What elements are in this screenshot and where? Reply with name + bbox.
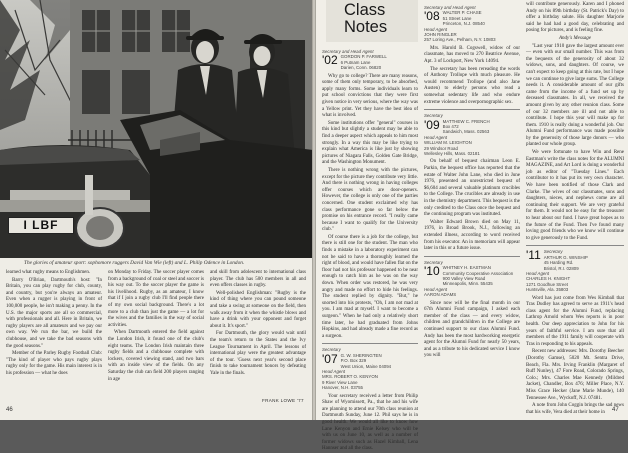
class-1910 xyxy=(424,260,520,298)
secretary-name: G. W. SHERINGTEN xyxy=(340,352,382,358)
secretary-name: GORDON P. FARWELL xyxy=(340,54,387,60)
paragraph: Barry O'Brian, Dartmouth's host: "In Britain, you can play rugby for club, county, and country, but you're always an amateur. Even when a rugger is playing in front of 100,000 people, he isn't making a penny. In the U.S. the major sports are all so commercial, with professionals and all. Here in Britain, we rugby players are all amateurs and we pay our own way. We run the bar, we build the clubhouse, and we take the bad seasons with the good seasons." xyxy=(6,277,102,349)
address-line: Box 472 xyxy=(442,124,459,129)
address-line: Sandwich, Mass. 02563 xyxy=(442,129,490,135)
role-label: Head Agent xyxy=(322,369,346,374)
notes-column-2 xyxy=(424,2,520,361)
class-1909 xyxy=(424,113,520,156)
address-line: Community Cooperative Association xyxy=(442,270,514,276)
section-title: Class Notes xyxy=(344,1,388,36)
paragraph: Your secretary received a letter from Philip Shaw of Wyomissett, Pa., that he and his wife are planning to attend our 70th class reunion at Dartmouth Sunday, June 12. Phil says he is in good health. We would all like to know how Lane Kenyon and Ernie Kelsey who will be with us on June 10, as well as a number of former widows such as Hazel Kimball, Lena Hannser and all the class. xyxy=(322,393,418,452)
paragraph: on Monday to Friday. The soccer player comes from a background of coal or steel and soccer is his way out. To the soccer player the game is his livelihood. Rugby, as an amateur, I know that if I join a rugby club I'll find people there of my own social background. There's a lot more to a club than just the game — a lot for the wives and the families in the way of social activities. xyxy=(108,270,204,328)
role-label: Secretary xyxy=(424,113,443,119)
role-label: Secretary xyxy=(424,259,443,265)
address-line: West Union, Maine 04094 xyxy=(340,363,392,369)
photo-caption: The glories of amateur sport: sophomore ruggers David Van Wie (left) and L. Philip Odence in London. xyxy=(24,260,245,266)
address-line: Bristol, R.I. 02809 xyxy=(543,265,579,271)
class-year: '08 xyxy=(424,9,440,24)
class-year: '07 xyxy=(322,351,338,366)
role-label: Secretary xyxy=(543,249,563,255)
paragraph: Recent new addresses: Mrs. Dorothy Beecher (Dorothy Gamse), 5020 Mt. Sentra Drive, Beach, Fla. Mrs. Irving Franklin (Margaret of Ruff Nunley), 47 Fore Road, Colorado Springs, Colo.; Mrs. Charles Mae Kennedy (Mildred Jacket), Chandler, Box 476; Miller Place, N.Y. Miss Grace Hecker (Jane Marie Munde), 140 Tennessee Ave., Wyckoff, N.J. 07481. xyxy=(526,349,624,401)
page-number: 47 xyxy=(612,407,619,413)
article-column-1 xyxy=(6,270,102,379)
agent-name: CHARLES H. KNIGHT xyxy=(526,276,571,282)
secretary-name: WALTER P. CHASE xyxy=(442,10,482,16)
role-label: Secretary and Head Agent xyxy=(322,49,374,54)
notes-column-1 xyxy=(322,46,418,452)
address-line: Princeton, N.J. 08540 xyxy=(442,21,485,27)
paragraph: For Dartmouth, the glory would wait until the team's return to the States and the Ivy League Tournament in April. The lessons of international play were the greatest advantage of the tour. 'Guess next year's second place finish to take tournament honors by defeating Yale in the finals. xyxy=(210,331,306,376)
agent-name: WILLIAM M. LEIGHTON xyxy=(424,140,472,146)
paragraph: Mrs. Harold B. Cogswell, widow of our classmate, has moved to 270 Beatrice Avenue, Apt. 3 of Lockport, New York 14094. xyxy=(424,45,520,65)
agent-name: MRS. ROBERT O. KENYON xyxy=(322,374,378,380)
class-1907 xyxy=(322,347,418,390)
agent-name: AARON ADAMS xyxy=(424,292,457,298)
class-1902 xyxy=(322,49,418,71)
section-masthead xyxy=(326,0,418,42)
secretary-name: ARTHUR G. WINSHIP xyxy=(543,254,588,260)
address-line: Wellesley Hills, Mass. 02181 xyxy=(424,151,480,157)
secretary-name: MATTHEW C. FRENCH xyxy=(442,118,490,124)
subheading: Andy's Message xyxy=(558,35,592,41)
paragraph: Member of the Parley Rugby Football Club: "The kind of player who pays rugby plays rugby only for the game. His main interest is in his profession — what he does xyxy=(6,351,102,376)
right-page xyxy=(316,0,628,452)
role-label: Secretary xyxy=(322,347,341,353)
article-column-2 xyxy=(108,270,204,384)
article-column-3 xyxy=(210,270,306,379)
paragraph: will contribute generously. Karen and I phoned Andy on his 89th birthday (St. Patrick's Day) to offer a birthday salute. His daughter Marjorie said he had had a good day, celebrating and posing for pictures, and is feeling fine. xyxy=(526,2,624,34)
paragraph: Of course there is a job for the college, but there is still one for the student. The man who finds a mistake in a laboratory experiment can not be said to have a thoroughly learned the right of blood, and would have fallen flat on the floor had not his professor happened to be near enough to catch him as he was on the way down. When order was restored, he was very angry and made no effort to hide his feelings. The student replied by dignity. "But," he snorted into his protests, "Oh, I am not mad at you. I am mad at myself. I want to become a surgeon." When he had only a relatively short time later, he had graduated from Johns Hopkins, and had already made a fine record as a surgeon. xyxy=(322,234,418,339)
address-line: 9 River View Lane xyxy=(322,379,358,385)
paragraph: Some institutions offer "general" courses in this kind but slightly a student may be able to find a deeper aspect which appeals to him most strongly. In a way this may be like trying to explain what America is like just by showing pictures of Niagara Falls, Golden Gate Bridge, and the Washington Monument. xyxy=(322,120,418,166)
class-year: '10 xyxy=(424,264,440,279)
address-line: 257 Loring Ave., Pelham, N.Y. 10803 xyxy=(424,37,496,43)
paragraph: Since now will be the final month in our 67th Alumni Fund campaign, I asked each member of the class — and every widow, children and grandchildren in the College are continued support to our class Alumni Fund. Andy has been the most hardworking energetic agent for the Alumni Fund for nearly 50 years, and as a tribute to his dedicated service I know you will xyxy=(424,300,520,359)
role-label: Head Agent xyxy=(424,134,448,140)
agent-name: JOHN RINGLER xyxy=(424,32,457,38)
paragraph: and skill from adolescent to international class player. The club has 500 members in all and even offers classes in rugby. xyxy=(210,270,306,289)
address-line: Huntsville, Ala. 35803 xyxy=(526,287,569,293)
paragraph: Walter Edward Brown died on May 11, 1976, in Broad Brook, N.J., following an extended illness, according to word received from his executor. An in memoriam will appear later in this or a future issue. xyxy=(424,219,520,252)
secretary-name: WHITNEY H. EASTMAN xyxy=(442,265,491,271)
left-page xyxy=(0,0,313,420)
paragraph: Why go to college? There are many reasons, some of them only temporary, to be absorbed, apply many forms. Some individuals learn to put school convictions that they were first given notice in very serious, where the way was a Yellow print. Yet they have the best idea of what is involved. xyxy=(322,73,418,119)
paragraph: learned what rugby means to Englishmen. xyxy=(6,270,91,275)
page-number: 46 xyxy=(6,407,13,413)
address-line: 1271 Goodhue Street xyxy=(526,281,568,287)
address-line: P.O. Box 329 xyxy=(340,358,367,364)
class-year: '11 xyxy=(526,248,541,263)
paragraph: A note from John Coggin brings the sad news that his wife, Vera died at their home in xyxy=(526,403,624,415)
role-label: Secretary and Head Agent xyxy=(424,5,476,10)
address-line: Hanover, N.H. 03755 xyxy=(322,385,364,391)
role-label: Head Agent xyxy=(424,286,448,292)
address-line: 6 Putnam Lane xyxy=(340,59,371,65)
class-year: '02 xyxy=(322,53,338,68)
class-1911 xyxy=(526,249,624,292)
address-line: 45 Harding Rd. xyxy=(543,260,574,266)
paragraph: "Last year 1910 gave the largest amount ever — even with our small number. This was from the bequests of the generosity of about 32 widows, sons, and daughters. Of course, we can't expect to keep going at this rate, but I hope we can continue to give large sums. The College needs it. A considerable amount of our gifts came from the income of a fund set up by deceased classmates. In all, we received the amount given by any other reunion class. Some of our 32 members are ill and not able to contribute. I hope this year will make up for them. 1910 is really doing a wonderful job. Our Alumni Fund performance was made possible by the generosity of those large donors — who planted our whole group. xyxy=(526,43,624,148)
class-year: '09 xyxy=(424,117,440,132)
paragraph: On behalf of bequest chairman Leon E. Parkin, the bequest office has reported that the estate of Walter John Lane, who died in June 1976, presented an unrestricted bequest of $6,604 and several valuable platinum crucibles to the College. The crucibles are already in use in the chemistry department. This bequest is the only credited to the Class once the bequest and the continuing program was instituted. xyxy=(424,159,520,218)
class-1908 xyxy=(424,5,520,43)
license-plate: I LBF xyxy=(8,217,74,234)
address-line: 900 Valley View Road xyxy=(442,275,486,281)
paragraph: There is nothing wrong with the pictures, except for the picture they contribute very little. And there is nothing wrong in having colleges offer courses which are door-openers. However, the college is only one of the parties concerned. One student exclaimed why has class performance gone so far below the promise on his entrance record. "I really came because I want to qualify for the University club." xyxy=(322,167,418,233)
paragraph: Well-polished Englishman: "Rugby is the kind of thing where you can pound someone and take a swing at someone on the field, then walk away from it when the whistle blows and have a drink with your opponent and forget about it. It's sport." xyxy=(210,290,306,329)
notes-column-3 xyxy=(526,2,624,415)
paragraph: We were fortunate to have Win and Rene Eastman's write the class notes for the ALUMNI MAGAZINE, and Art Lord is doing a wonderful job as editor of "Tuesday Lines." Each contributor to it has put its very own character. We have been notified of those Clark and Clarke. The wives of our classmates, sons and daughters, nieces, and nephews come are all continuing their support. We are very grateful for them. It would not be easy for the treasurer to hear about our fund. I have great hopes as to the future of the Fund. Then I've found many loving good friends who we know will continue to give generously to the Fund. xyxy=(526,150,624,241)
role-label: Head Agent xyxy=(526,271,550,276)
address-line: Darien, Conn. 06820 xyxy=(340,65,382,71)
article-byline: FRANK LOWE '77 xyxy=(262,398,304,403)
paragraph: Word has just come from Wes Kimball that Tras Dudley has agreed to serve as 1911's head class agent for the Alumni Fund, replacing Lathrop Arnold whom Wes reports is in poor health. Our deep appreciation to John for his years of faithful service. I am sure that all members of the 1911 family will cooperate with Tras in responding to his appeals. xyxy=(526,295,624,347)
paragraph: When Dartmouth entered the field against the London Irish, it found one of the club's eight teams. The London Irish maintain three rugby fields and a clubhouse complete with lockers, covered viewing stand, and two bars with an inside view of the fields. On any Saturday the club can field 200 players ranging in age xyxy=(108,330,204,382)
address-line: Minneapolis, Minn. 55435 xyxy=(442,281,493,287)
address-line: 51 Street Lane xyxy=(442,15,472,21)
paragraph: The secretary has been rereading the words of Anthony Trollope with much pleasure. He would recommend Trollope (and also Jane Austen) to elderly persons who read a somewhat sedentary life and who endure extreme violence and overpornographic sex. xyxy=(424,66,520,105)
role-label: Head Agent xyxy=(424,26,448,32)
address-line: 29 Windsor Road xyxy=(424,145,458,151)
